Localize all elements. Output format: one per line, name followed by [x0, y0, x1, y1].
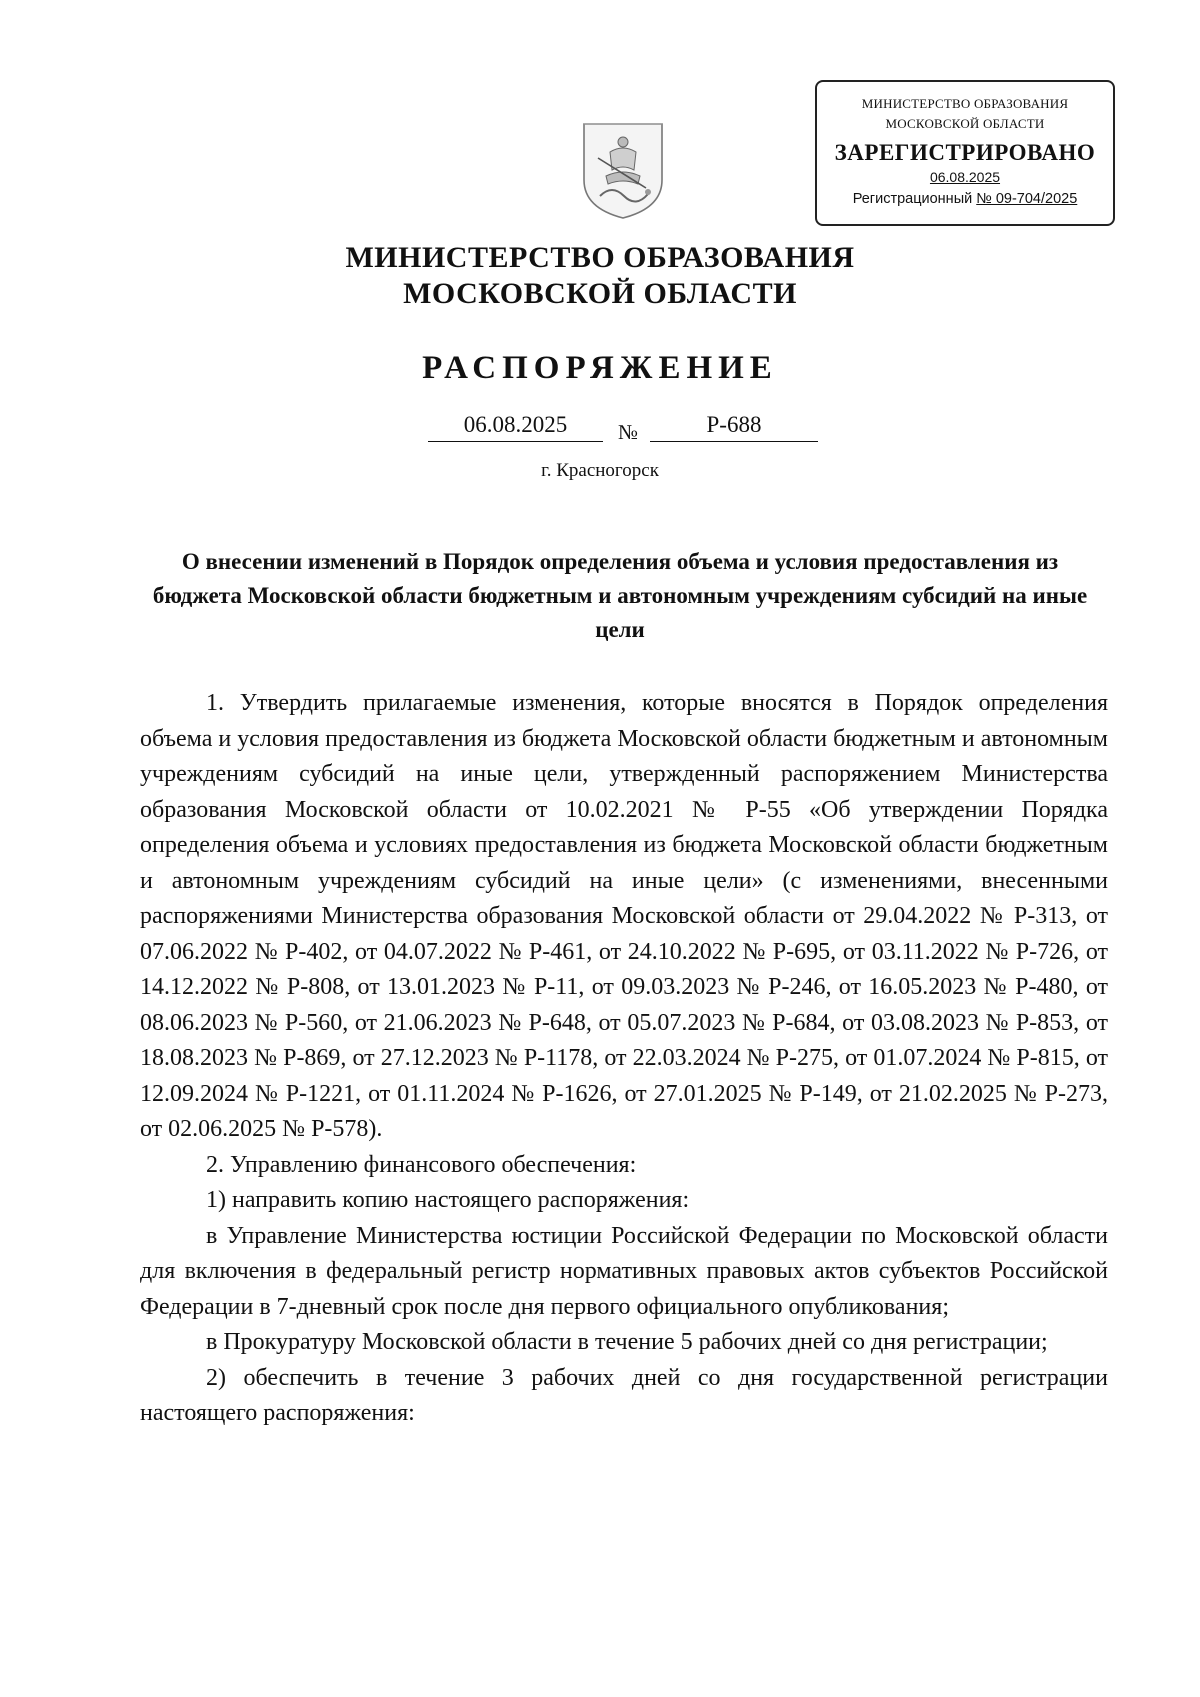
- stamp-org-line1: МИНИСТЕРСТВО ОБРАЗОВАНИЯ: [861, 96, 1069, 111]
- ministry-line1: МИНИСТЕРСТВО ОБРАЗОВАНИЯ: [345, 241, 855, 274]
- ministry-heading: [0, 240, 1200, 312]
- number-sign: №: [618, 420, 639, 444]
- registration-stamp: [815, 80, 1115, 226]
- paragraph-1: 1. Утвердить прилагаемые изменения, которые вносятся в Порядок определения объема и условия предоставления из бюджета Московской области бюджетным и автономным учреждениям субсидий на иные цели, утвержденный распоряжением Министерства образования Московской области от 10.02.2021 № Р-55 «Об утверждении Порядка определения объема и условиях предоставления из бюджета Московской области бюджетным и автономным учреждениям субсидий на иные цели» (с изменениями, внесенными распоряжениями Министерства образования Московской области от 29.04.2022 № Р-313, от 07.06.2022 № Р-402, от 04.07.2022 № Р-461, от 24.10.2022 № Р-695, от 03.11.2022 № Р-726, от 14.12.2022 № Р-808, от 13.01.2023 № Р-11, от 09.03.2023 № Р-246, от 16.05.2023 № Р-480, от 08.06.2023 № Р-560, от 21.06.2023 № Р-648, от 05.07.2023 № Р-684, от 03.08.2023 № Р-853, от 18.08.2023 № Р-869, от 27.12.2023 № Р-1178, от 22.03.2024 № Р-275, от 01.07.2024 № Р-815, от 12.09.2024 № Р-1221, от 01.11.2024 № Р-1626, от 27.01.2025 № Р-149, от 21.02.2025 № Р-273, от 02.06.2025 № Р-578).: [140, 690, 1108, 1142]
- date-number-line: [428, 412, 818, 448]
- paragraph-2: 2. Управлению финансового обеспечения:: [206, 1151, 637, 1178]
- city: г. Красногорск: [541, 460, 659, 481]
- stamp-org-line2: МОСКОВСКОЙ ОБЛАСТИ: [885, 116, 1045, 131]
- paragraph-6: 2) обеспечить в течение 3 рабочих дней со дня государственной регистрации настоящего распоряжения:: [140, 1364, 1108, 1426]
- stamp-reg-number: № 09-704/2025: [976, 191, 1078, 207]
- stamp-status: ЗАРЕГИСТРИРОВАНО: [834, 140, 1096, 165]
- coat-of-arms-icon: [578, 118, 668, 222]
- document-subject: О внесении изменений в Порядок определения объема и условия предоставления из бюджета Московской области бюджетным и автономным учреждениям субсидий на иные цели: [152, 549, 1088, 642]
- ministry-line2: МОСКОВСКОЙ ОБЛАСТИ: [403, 277, 797, 310]
- stamp-date: 06.08.2025: [929, 169, 1001, 185]
- document-number: Р-688: [650, 412, 818, 442]
- paragraph-5: в Прокуратуру Московской области в течение 5 рабочих дней со дня регистрации;: [206, 1329, 1048, 1355]
- document-date: 06.08.2025: [428, 412, 603, 442]
- paragraph-4: в Управление Министерства юстиции Российской Федерации по Московской области для включения в федеральный регистр нормативных правовых актов субъектов Российской Федерации в 7-дневный срок после дня первого официального опубликования;: [140, 1222, 1108, 1320]
- stamp-reg-label: Регистрационный: [852, 191, 973, 207]
- paragraph-3: 1) направить копию настоящего распоряжения:: [206, 1187, 690, 1213]
- document-body: [140, 686, 1108, 1432]
- stamp-registration-number: [817, 191, 1113, 207]
- document-type: РАСПОРЯЖЕНИЕ: [422, 350, 778, 386]
